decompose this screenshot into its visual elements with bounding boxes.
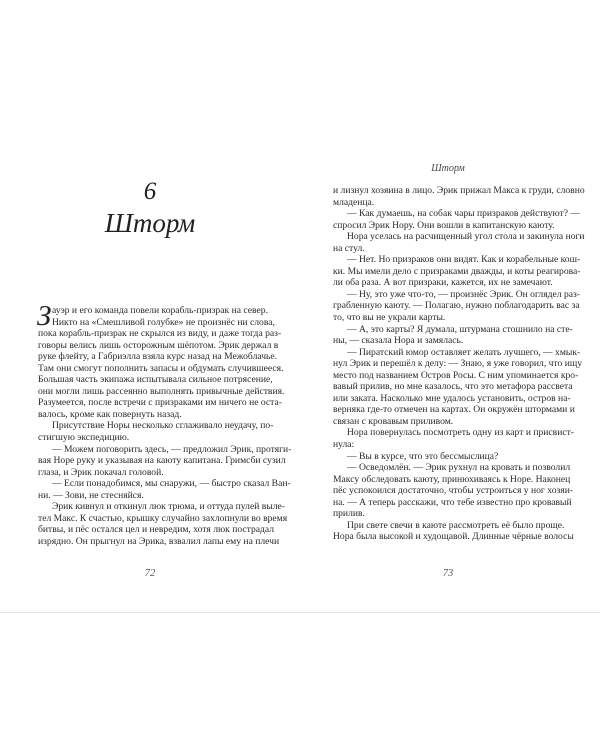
text-line: — А, это карты? Я думала, штурмана стошнило на сте- <box>347 323 573 335</box>
text-line: или заката. Насколько мне удалось установить, остров на- <box>333 392 571 404</box>
page-number: 73 <box>442 568 454 579</box>
text-line: ли оба раза. А вот призраки, кажется, их не замечают. <box>333 277 553 289</box>
page-number: 72 <box>144 568 156 579</box>
right-page <box>300 0 600 612</box>
text-line: Там они смогут пополнить запасы и обдумать случившееся. <box>38 362 284 374</box>
text-line: грабленную каюту. — Полагаю, нужно поблагодарить вас за <box>333 300 580 312</box>
text-line: валось, кроме как повернуть назад. <box>38 408 182 420</box>
text-line: — Как думаешь, на собак чары призраков действуют? — <box>347 208 580 220</box>
text-line: Большая часть экипажа испытывала сильное потрясение, <box>38 374 273 386</box>
text-line: — Нет. Но призраков они видят. Как и корабельные кош- <box>347 254 581 266</box>
text-line: изрядно. Он прыгнул на Эрика, взвалил лапы ему на плечи <box>38 535 280 547</box>
text-line: нула: <box>333 439 355 451</box>
text-line: Никто на «Смешливой голубке» не произнёс ни слова, <box>52 316 275 328</box>
text-line: — Ну, это уже что-то, — произнёс Эрик. Он оглядел раз- <box>347 288 580 300</box>
text-line: нул Эрик и перешёл к делу: — Знаю, я уже говорил, что ищу <box>333 358 583 370</box>
text-line: прилив. <box>333 508 365 520</box>
text-line: и лизнул хозяина в лицо. Эрик прижал Макса к груди, словно <box>333 185 585 196</box>
chapter-number: 6 <box>143 178 157 205</box>
text-line: на стул. <box>333 242 365 254</box>
text-line: битвы, и пёс остался цел и невредим, хотя люк пострадал <box>38 524 275 536</box>
text-line: младенца. <box>333 196 375 208</box>
text-line: ны, — сказала Нора и замялась. <box>333 335 464 347</box>
text-line: — Если понадобимся, мы снаружи, — быстро сказал Ван- <box>52 478 291 490</box>
text-line: — Пиратский юмор оставляет желать лучшего, — хмык- <box>347 346 581 358</box>
text-line: вая Норе руку и указывая на каюту капитана. Гримсби сузил <box>38 455 286 467</box>
text-line: вавый прилив, но мне казалось, что это метафора рассвета <box>333 381 573 393</box>
text-line: ки. Мы имели дело с призраками дважды, и коты реагирова- <box>333 265 581 277</box>
text-line: — Вы в курсе, что это бессмыслица? <box>347 450 499 462</box>
chapter-title: Шторм <box>104 208 196 238</box>
left-page-text <box>37 300 292 547</box>
text-line: они могли лишь рассеянно выполнять привычные действия. <box>38 385 285 397</box>
text-line: Максу обследовать каюту, принюхиваясь к Норе. Наконец <box>333 473 571 485</box>
text-line: стигшую экспедицию. <box>38 432 130 444</box>
text-line: говоры велись лишь осторожным шёпотом. Эрик держал в <box>38 339 279 351</box>
text-line: глаза, и Эрик покачал головой. <box>38 466 164 478</box>
text-line: ни. — Зови, не стесняйся. <box>38 489 144 501</box>
text-line: Разумеется, после встречи с призраками им ничего не оста- <box>38 397 282 409</box>
text-line: Нора была высокой и худощавой. Длинные чёрные волосы <box>333 531 574 543</box>
left-page <box>0 0 300 612</box>
text-line: место под названием Остров Росы. С ним упоминается кро- <box>333 369 579 381</box>
text-line: Нора повернулась посмотреть одну из карт и присвист- <box>347 427 574 439</box>
text-line: — Можем поговорить здесь, — предложил Эрик, протяги- <box>52 443 292 455</box>
text-line: пёс успокоился достаточно, чтобы устроиться у ног хозяи- <box>333 485 574 497</box>
text-line: При свете свечи в каюте рассмотреть её было проще. <box>347 519 565 531</box>
text-line: тел Макс. К счастью, крышку случайно захлопнули во время <box>38 512 288 524</box>
text-line: пока корабль-призрак не скрылся из виду, и даже тогда раз- <box>38 328 282 340</box>
text-line: Присутствие Норы несколько сглаживало неудачу, по- <box>52 420 274 432</box>
right-page-text <box>333 185 585 543</box>
text-line: ауэр и его команда повели корабль-призрак на север. <box>52 305 268 316</box>
drop-cap: З <box>37 300 52 332</box>
text-line: на. — А теперь расскажи, что тебе известно про кровавый <box>333 496 572 508</box>
text-line: верняка где-то отмечен на картах. Он окружён штормами и <box>333 404 575 416</box>
text-line: — Осведомлён. — Эрик рухнул на кровать и позволил <box>347 462 571 474</box>
running-head: Шторм <box>431 163 465 174</box>
text-line: руке флейту, а Габриэлла взяла курс назад на Межоблачье. <box>38 351 278 363</box>
bottom-divider <box>0 612 600 613</box>
text-line: Нора уселась на расчищенный угол стола и закинула ноги <box>347 231 585 243</box>
text-line: спросил Эрик Нору. Они вошли в капитанскую каюту. <box>333 219 555 231</box>
text-line: Эрик кивнул и откинул люк трюма, и оттуда пулей выле- <box>52 501 285 513</box>
text-line: связан с кровавым приливом. <box>333 415 454 427</box>
text-line: то, что вы не украли карты. <box>333 312 446 324</box>
